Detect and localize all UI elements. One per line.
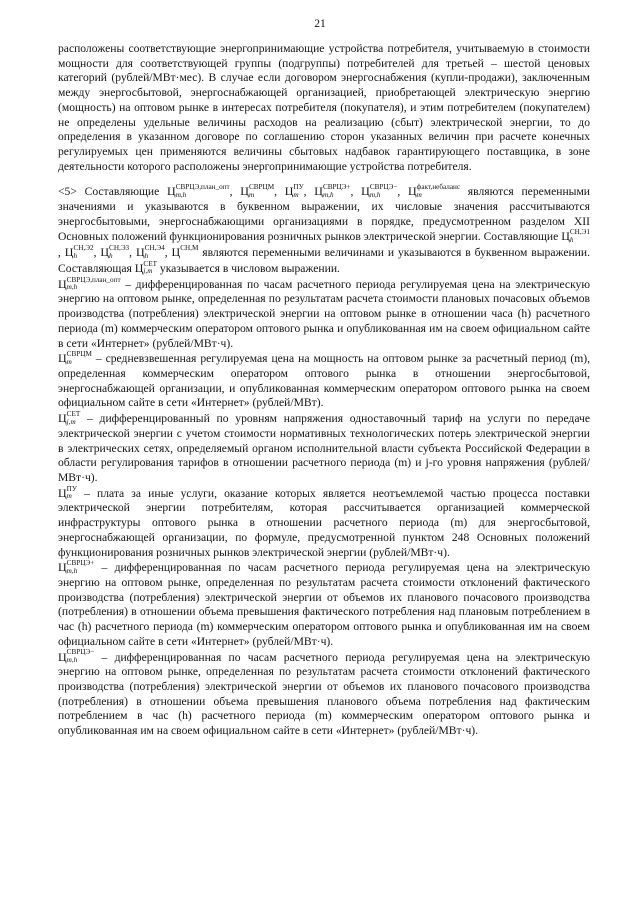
symbol-svrcm: Ц СВРЦМ m: [58, 350, 92, 366]
document-body: [58, 42, 590, 739]
definition-svrce-plus: Ц СВРЦЭ+ m,h – дифференцированная по часам расчетного периода регулируемая цена на электрическую энергию на оптовом рынке, определенная по результатам расчета стоимости отклонений фактического производства (потребления) электрической энергии от объемов их планового почасового производства (потребления) в отношении объема превышения фактического потребления над плановым потреблением в час (h) расчетного периода (m) коммерческим оператором оптового рынка и опубликованная им на своем официальном сайте в сети «Интернет» (рублей/МВт·ч).: [58, 559, 590, 648]
symbol-sn-e3: Ц СН,Э3 h: [100, 244, 130, 260]
symbol-fakt-nebalans: Ц факт,небаланс m: [408, 183, 461, 199]
page-number: 21: [314, 18, 326, 30]
symbol-sn-m: Ц СН,М: [171, 244, 199, 260]
symbol-svrce-plan-opt: Ц СВРЦЭ,план_опт m,h: [58, 275, 121, 292]
symbol-svrce-minus: Ц СВРЦЭ− m,h: [361, 183, 398, 199]
definition-svrce-minus: Ц СВРЦЭ− m,h – дифференцированная по часам расчетного периода регулируемая цена на электрическую энергию на оптовом рынке, определенная по результатам расчета стоимости отклонений фактического производства (потребления) электрической энергии от объемов их планового почасового производства (потребления) в отношении объема превышения планового объема потребления над фактическим потреблением в час (h) расчетного периода (m) коммерческим оператором оптового рынка и опубликованная им на своем официальном сайте в сети «Интернет» (рублей/МВт·ч).: [58, 648, 590, 738]
note-5-lead: <5> Составляющие: [58, 185, 160, 199]
symbol-svrce-minus: Ц СВРЦЭ− m,h: [58, 648, 95, 664]
definition-pu: Ц ПУ m – плата за иные услуги, оказание которых является неотъемлемой частью процесса поставки электрической энергии потребителям, которая рассчитывается организацией коммерческой инфраструктуры оптового рынка в отношении расчетного периода (m) для энергосбытовой, энергоснабжающей организации, по формуле, предусмотренной пунктом 248 Основных положений функционирования розничных рынков электрической энергии (рублей/МВт·ч).: [58, 484, 590, 559]
note-5-text-a: являются переменными значениями и указываются в буквенном выражении, их числовые значения рассчитываются энергосбытовыми, энергоснабжающими организациями в порядке, предусмотренном разделом XII Основных положений функционирования розничных рынков электрической энергии. Составляющие: [58, 185, 590, 244]
paragraph-sales-markup: расположены соответствующие энергопринимающие устройства потребителя, учитываемую в стоимости мощности для соответствующей группы (подгруппы) потребителей для третьей – шестой ценовых категорий (рублей/МВт·мес). В случае если договором энергоснабжения (купли-продажи), заключенным между энергосбытовой, энергоснабжающей организацией, приобретающей электрическую энергию (мощность) на оптовом рынке в интересах потребителя (покупателя), и этим потребителем (покупателем) не определены удельные величины расходов на реализацию (сбыт) электрической энергии, то до определения в указанном договоре по соглашению сторон указанных величин при расчете конечных регулируемых цен применяются величины сбытовых надбавок гарантирующего поставщика, в зоне деятельности которого расположены энергопринимающие устройства потребителя.: [58, 42, 590, 173]
note-5-text-b: являются переменными величинами и указываются в буквенном выражении. Составляющая: [58, 246, 590, 275]
symbol-svrce-plus: Ц СВРЦЭ+ m,h: [58, 559, 95, 575]
definition-set: Ц СЕТ j,m – дифференцированный по уровням напряжения одноставочный тариф на услуги по передаче электрической энергии с учетом стоимости нормативных технологических потерь электрической энергии в электрических сетях, определяемый органом исполнительной власти субъекта Российской Федерации в области регулирования тарифов в отношении расчетного периода (m) и j-го уровня напряжения (рублей/МВт·ч).: [58, 410, 590, 485]
paragraph-note-5: <5> Составляющие Ц СВРЦЭ,план_опт m,h , Ц СВРЦМ m , Ц ПУ m , Ц СВРЦЭ+ m,h , Ц СВРЦЭ− m,h , Ц факт,небаланс m являются переменными значениями и указываются в буквенном выражении, их числовые значения рассчитываются энергосбытовыми, энергоснабжающими организациями в порядке, предусмотренном разделом XII Основных положений функционирования розничных рынков электрической энергии. Составляющие Ц СН,Э1 h , Ц СН,Э2 h , Ц СН,Э3 h , Ц СН,Э4 h , Ц СН,М являются переменными величинами и указываются в буквенном выражении. Составляющая Ц СЕТ j,m указывается в числовом выражении.: [58, 183, 590, 276]
symbol-svrce-plus: Ц СВРЦЭ+ m,h: [314, 183, 351, 199]
symbol-sn-e2: Ц СН,Э2 h: [64, 244, 94, 260]
symbol-pu: Ц ПУ m: [58, 484, 77, 501]
note-5-tail: указывается в числовом выражении.: [159, 261, 340, 275]
definition-svrcm: Ц СВРЦМ m – средневзвешенная регулируемая цена на мощность на оптовом рынке за расчетный период (m), определенная коммерческим оператором оптового рынка в отношении энергосбытовой, энергоснабжающей организации, и опубликованная коммерческим оператором оптового рынка на своем официальном сайте в сети «Интернет» (рублей/МВт).: [58, 350, 590, 410]
definition-plan-opt: Ц СВРЦЭ,план_опт m,h – дифференцированная по часам расчетного периода регулируемая цена на электрическую энергию на оптовом рынке, определенная по результатам расчета стоимости плановых почасовых объемов производства (потребления) электрической энергии на оптовом рынке в отношении часа (h) расчетного периода (m) коммерческим оператором оптового рынка и опубликованная им на своем официальном сайте в сети «Интернет» (рублей/МВт·ч).: [58, 275, 590, 350]
symbol-pu: Ц ПУ m: [284, 183, 304, 199]
symbol-sn-e4: Ц СН,Э4 h: [135, 244, 165, 260]
symbol-set: Ц СЕТ j,m: [134, 259, 157, 276]
symbol-sn-e1: Ц СН,Э1 h: [561, 228, 590, 244]
symbol-svrcm: Ц СВРЦМ m: [240, 183, 275, 199]
symbol-set: Ц СЕТ j,m: [58, 410, 81, 426]
symbol-svrce-plan-opt: Ц СВРЦЭ,план_опт m,h: [167, 183, 230, 199]
